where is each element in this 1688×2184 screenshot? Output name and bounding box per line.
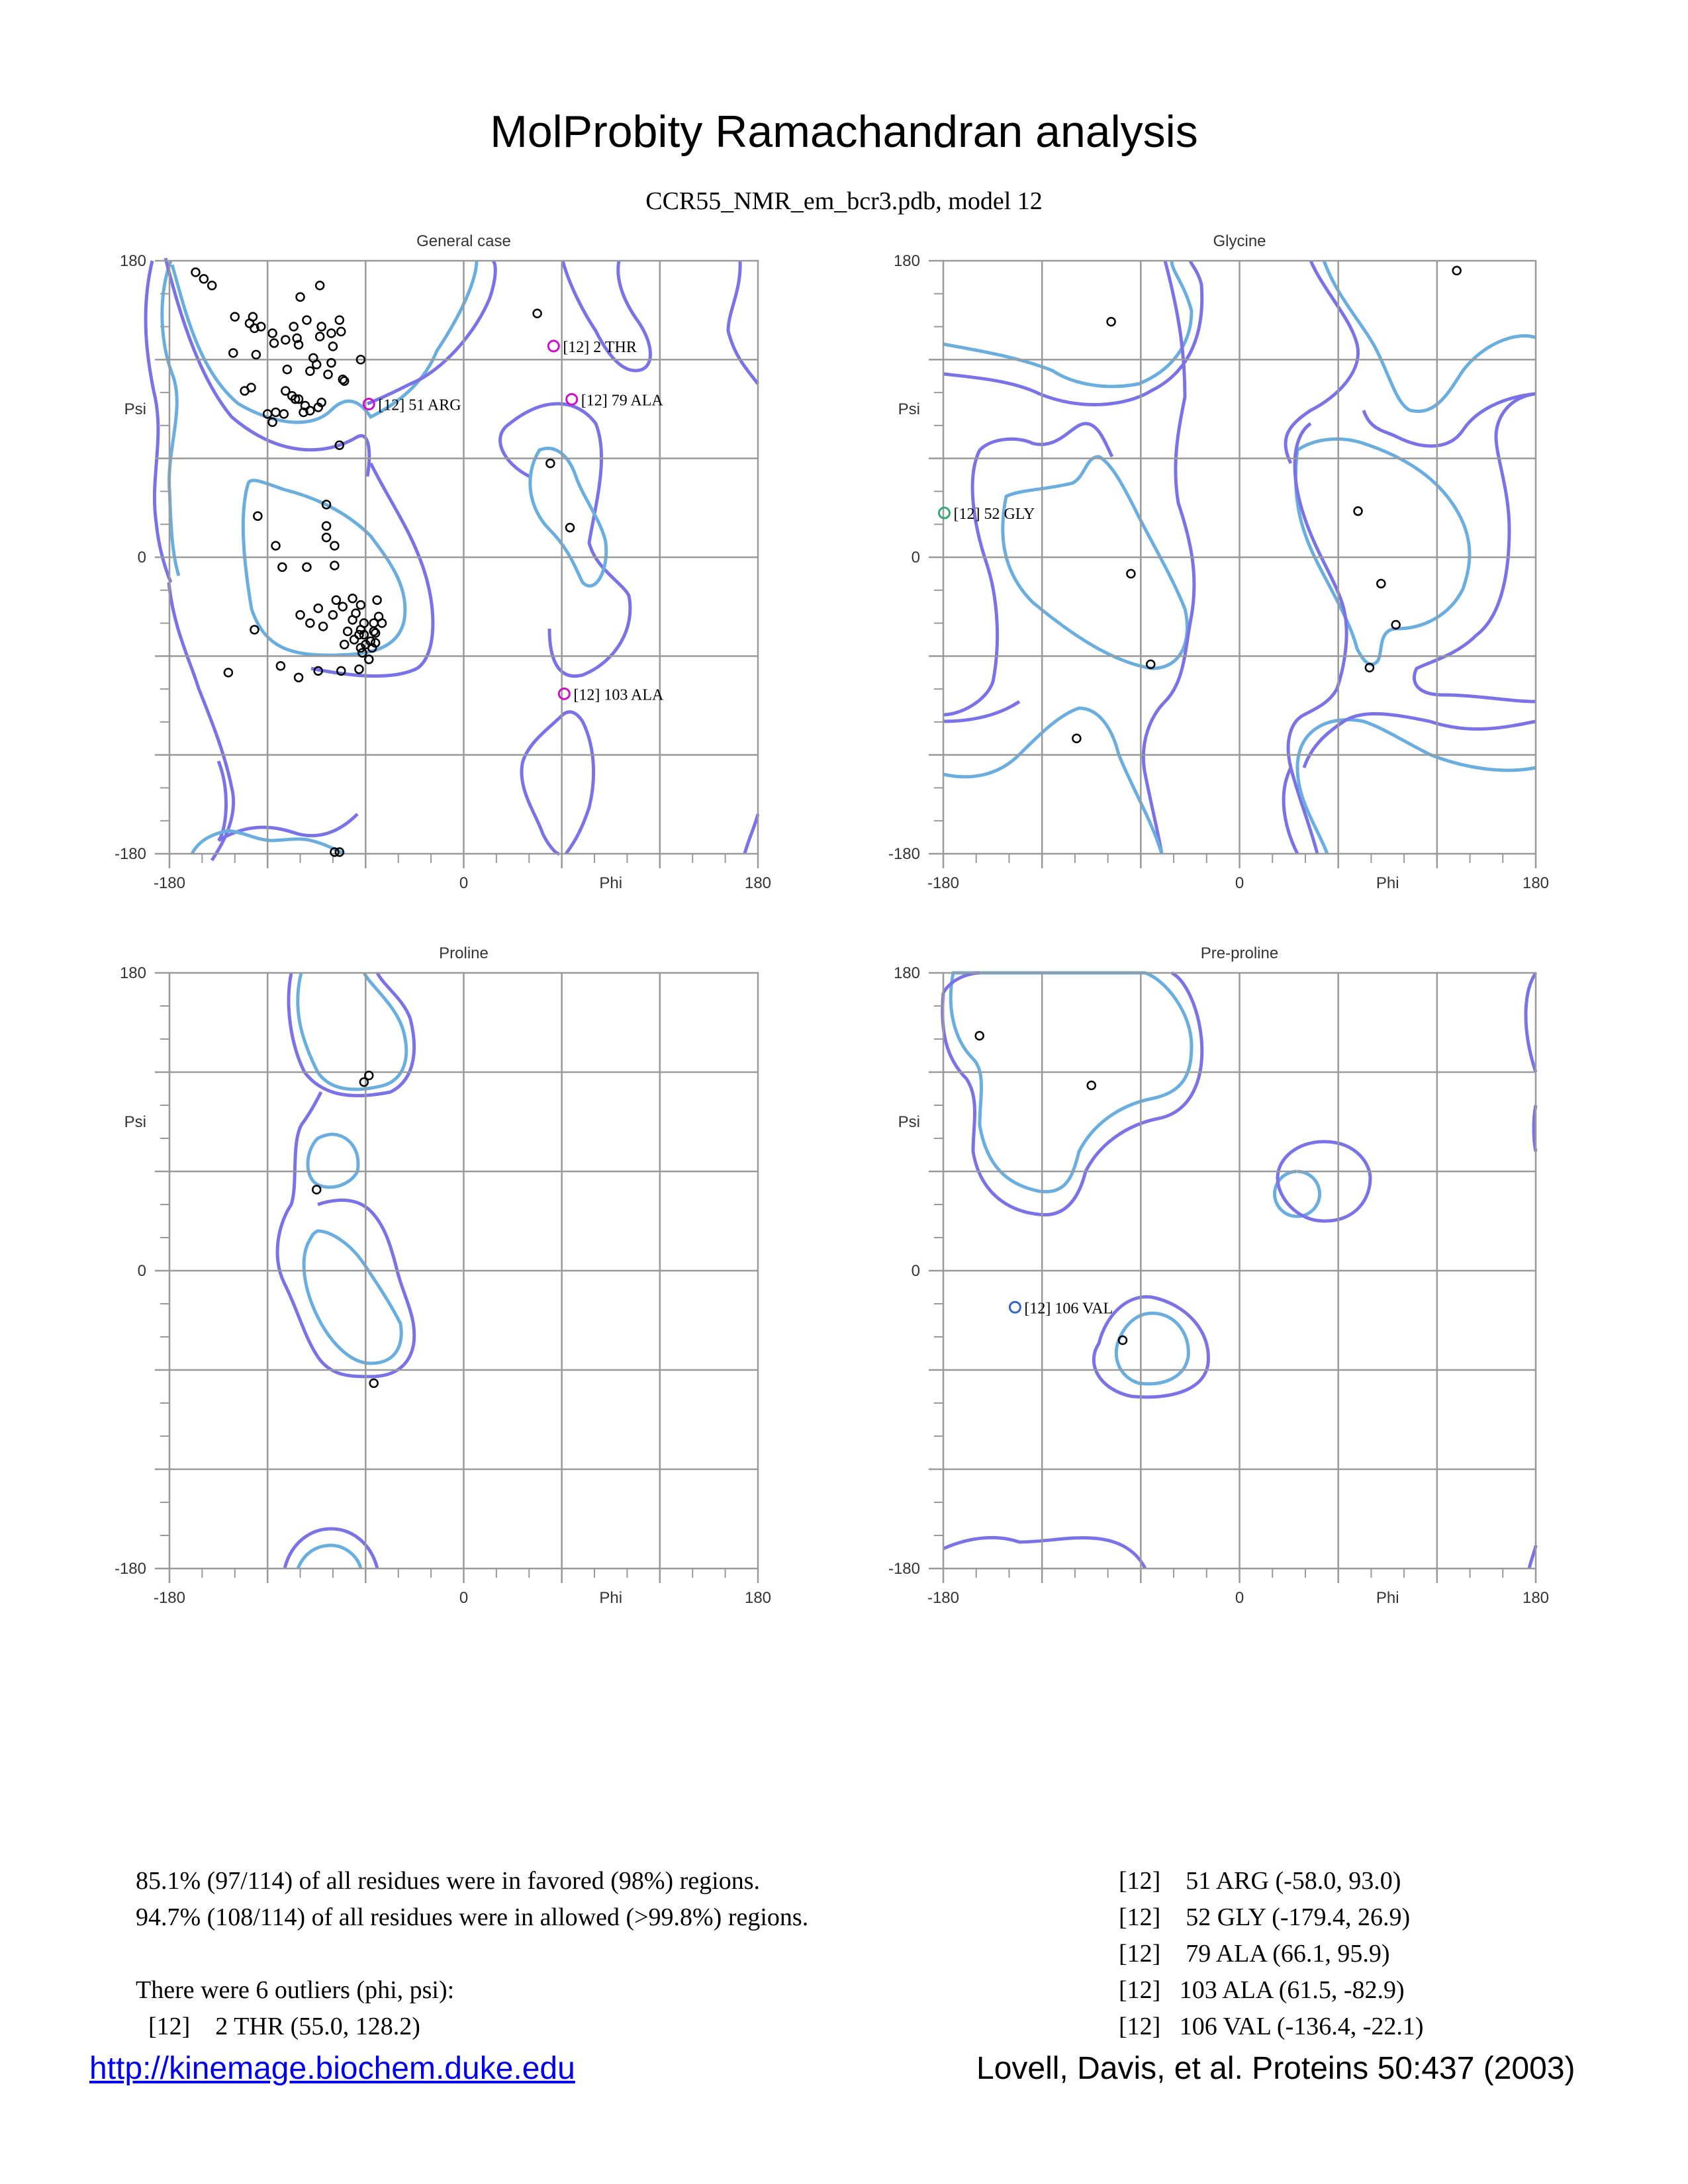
panel-title: Pre-proline [1200, 944, 1279, 962]
panel-title: Glycine [1213, 232, 1266, 250]
outlier-line: [12] 52 GLY (-179.4, 26.9) [1119, 1903, 1411, 1931]
outlier-line: [12] 51 ARG (-58.0, 93.0) [1119, 1867, 1401, 1895]
x-tick-label: -180 [153, 874, 186, 892]
data-point [319, 623, 327, 631]
y-tick-label: 0 [911, 1262, 920, 1280]
data-point [280, 410, 288, 418]
data-point [318, 323, 326, 331]
data-point [360, 1078, 368, 1086]
outlier-point [548, 341, 559, 351]
data-point [329, 342, 337, 350]
x-axis-label: Phi [599, 1589, 623, 1607]
y-tick-label: 180 [893, 964, 920, 982]
data-point [229, 349, 237, 357]
y-tick-label: -180 [114, 1560, 146, 1578]
data-point [192, 268, 200, 276]
data-point [231, 313, 239, 321]
citation: Lovell, Davis, et al. Proteins 50:437 (2003) [976, 2051, 1575, 2086]
outlier-label: [12] 103 ALA [573, 686, 664, 704]
x-tick-label: 0 [459, 874, 469, 892]
y-tick-label: 180 [119, 252, 146, 270]
x-tick-label: 180 [744, 874, 772, 892]
data-point [309, 354, 317, 362]
y-axis-label: Psi [898, 1113, 920, 1131]
data-point [314, 604, 322, 612]
data-point [355, 631, 363, 639]
panel-3 [115, 944, 771, 1607]
data-point [1354, 507, 1362, 515]
data-point [272, 408, 280, 416]
data-point [295, 674, 303, 682]
data-point [566, 523, 574, 531]
data-point [349, 616, 357, 624]
outlier-line: [12] 79 ALA (66.1, 95.9) [1119, 1940, 1390, 1968]
page-title: MolProbity Ramachandran analysis [490, 107, 1198, 157]
data-point [269, 330, 277, 338]
data-point [281, 336, 289, 343]
data-point [375, 613, 383, 621]
x-tick-label: 180 [1522, 874, 1550, 892]
outlier-label: [12] 52 GLY [953, 506, 1035, 523]
data-point [224, 668, 232, 676]
data-point [329, 611, 337, 619]
data-point [200, 275, 208, 283]
y-axis-label: Psi [898, 400, 920, 418]
data-point [546, 459, 554, 467]
data-point [336, 316, 344, 324]
outlier-label: [12] 106 VAL [1024, 1300, 1113, 1318]
data-point [1453, 267, 1461, 275]
data-point [270, 339, 278, 347]
data-point [250, 626, 258, 634]
data-point [349, 594, 357, 602]
outlier-line: [12] 103 ALA (61.5, -82.9) [1119, 1976, 1405, 2004]
x-tick-label: -180 [927, 874, 960, 892]
data-point [272, 542, 280, 550]
outlier-line: [12] 106 VAL (-136.4, -22.1) [1119, 2013, 1424, 2040]
x-axis-label: Phi [1376, 874, 1399, 892]
data-point [1127, 570, 1135, 578]
stats-outlier-line: [12] 2 THR (55.0, 128.2) [136, 2013, 420, 2040]
y-tick-label: -180 [114, 845, 146, 863]
x-axis-label: Phi [599, 874, 623, 892]
data-point [355, 665, 363, 673]
x-tick-label: 0 [1235, 874, 1244, 892]
x-tick-label: 180 [744, 1589, 772, 1607]
data-point [312, 1186, 320, 1194]
data-point [322, 533, 330, 541]
data-point [332, 596, 340, 604]
data-point [322, 522, 330, 530]
data-point [241, 387, 249, 395]
panel-title: Proline [439, 944, 489, 962]
data-point [306, 619, 314, 627]
data-point [330, 542, 338, 550]
y-tick-label: 0 [137, 549, 146, 567]
outlier-point [1009, 1302, 1020, 1312]
data-point [373, 596, 381, 604]
stats-allowed: 94.7% (108/114) of all residues were in allowed (>99.8%) regions. [136, 1903, 809, 1931]
data-point [1377, 580, 1385, 588]
data-point [277, 662, 285, 670]
data-point [337, 328, 345, 336]
data-point [357, 601, 365, 609]
x-tick-label: 180 [1522, 1589, 1550, 1607]
panel-4 [888, 944, 1549, 1607]
x-tick-label: -180 [927, 1589, 960, 1607]
outlier-label: [12] 51 ARG [378, 396, 461, 414]
page-subtitle: CCR55_NMR_em_bcr3.pdb, model 12 [645, 187, 1043, 215]
data-point [303, 563, 310, 571]
data-point [290, 323, 298, 331]
data-point [283, 365, 291, 373]
data-point [1107, 318, 1115, 326]
x-tick-label: 0 [459, 1589, 469, 1607]
y-tick-label: 180 [119, 964, 146, 982]
outlier-point [567, 394, 577, 404]
data-point [278, 563, 286, 571]
data-point [976, 1032, 984, 1040]
y-axis-label: Psi [124, 1113, 146, 1131]
data-point [350, 635, 358, 643]
data-point [297, 611, 305, 619]
y-tick-label: 0 [137, 1262, 146, 1280]
data-point [370, 1379, 378, 1387]
data-point [254, 512, 261, 520]
outlier-list [1119, 1863, 1424, 2045]
outlier-label: [12] 2 THR [563, 338, 637, 356]
kinemage-link[interactable]: http://kinemage.biochem.duke.edu [89, 2051, 575, 2086]
data-point [1088, 1081, 1096, 1089]
data-point [324, 371, 332, 379]
panel-1 [115, 232, 771, 892]
outlier-label: [12] 79 ALA [581, 392, 663, 410]
stats-outlier-heading: There were 6 outliers (phi, psi): [136, 1976, 455, 2004]
stats-blank [136, 1936, 808, 1972]
data-point [327, 330, 335, 338]
contours-general [146, 258, 758, 860]
data-point [208, 281, 216, 289]
panel-title: General case [416, 232, 511, 250]
stats-favored: 85.1% (97/114) of all residues were in favored (98%) regions. [136, 1867, 761, 1895]
y-tick-label: 0 [911, 549, 920, 567]
y-axis-label: Psi [124, 400, 146, 418]
data-point [316, 332, 324, 340]
outlier-point [939, 508, 949, 518]
data-point [246, 320, 254, 328]
data-point [330, 561, 338, 569]
data-point [339, 603, 347, 611]
x-tick-label: 0 [1235, 1589, 1244, 1607]
stats-summary [136, 1863, 808, 2045]
data-point [344, 627, 352, 635]
y-tick-label: -180 [888, 1560, 920, 1578]
data-point [1072, 735, 1080, 743]
x-tick-label: -180 [153, 1589, 186, 1607]
outlier-point [559, 688, 569, 699]
data-point [316, 281, 324, 289]
data-point [252, 351, 260, 359]
y-tick-label: 180 [893, 252, 920, 270]
y-tick-label: -180 [888, 845, 920, 863]
x-axis-label: Phi [1376, 1589, 1399, 1607]
data-point [534, 310, 541, 318]
data-point [303, 316, 310, 324]
data-point [340, 641, 348, 649]
data-point [306, 367, 314, 375]
data-point [297, 293, 305, 301]
